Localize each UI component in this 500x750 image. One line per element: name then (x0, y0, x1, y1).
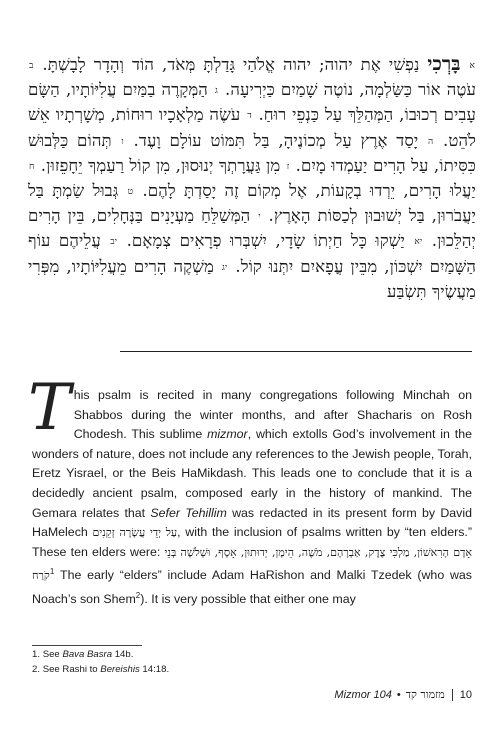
footnote-item (32, 663, 472, 678)
verse-text: עֹטֶה אוֹר כַּשַּׂלְמָה, נוֹטֶה שָׁמַיִם כַּיְרִיעָה. (225, 80, 477, 100)
footnote-source: Bereishis (100, 663, 140, 675)
commentary-part: , which extolls God’s involvement in the wonders of nature, does not include any references to the Jewish people, Torah, Eretz Yisrael, or the Beis HaMikdash. This leads one to conclude that it is a decidedly ancient psalm, composed early in the history of mankind. The Gemara relates that (32, 427, 472, 520)
verse-text: הַמְּקָרֶה בַמַּיִם עֲלִיּוֹתָיו, הַשָּׂם עָבִים רְכוּבוֹ, הַמְּהַלֵּךְ עַל כַּנְפֵי רוּחַ. (28, 80, 477, 125)
bullet-separator: • (396, 688, 401, 701)
verse-number: י (258, 212, 261, 223)
verse-text: עֹשֶׂה מַלְאָכָיו רוּחוֹת, מְשָׁרְתָיו אֵשׁ לֹהֵט. (28, 105, 477, 150)
section-divider (120, 351, 472, 352)
running-title-hebrew: מזמור קד (405, 688, 445, 701)
commentary-part: ). It is very possible that either one may (140, 591, 356, 606)
page-footer (334, 688, 472, 701)
commentary-part: , with the inclusion of psalms written by “ten elders.” These ten elders were: (32, 525, 472, 559)
verse-text: יַשְׁקוּ כָּל חַיְתוֹ שָׂדָי, יִשְׁבְּרוּ פְרָאִים צְמָאָם. (126, 231, 414, 251)
term-sefer-tehillim: Sefer Tehillim (150, 505, 227, 520)
verse-text: גְּבוּל שַׂמְתָּ בַּל יַעֲבֹרוּן, בַּל יְשׁוּבוּן לְכַסּוֹת הָאָרֶץ. (28, 181, 477, 226)
psalm-verses (28, 55, 476, 301)
verse-text: יַעֲלוּ הָרִים, יֵרְדוּ בְקָעוֹת, אֶל מְקוֹם זֶה יָסַדְתָּ לָהֶם. (142, 181, 476, 201)
verse-number: ד (247, 111, 252, 122)
verse-number: ב (29, 61, 34, 71)
footnote-source: Bava Basra (62, 649, 113, 660)
footnote-ref[interactable]: 1 (49, 567, 55, 577)
hebrew-inline-quote: אָדָם הָרִאשׁוֹן, מַלְכִּי צֶדֶק, אַבְרָהָם, מֹשֶׁה, הֵימָן, יְדוּתוּן, אָסָף, וּשְׁלֹשָׁה בְּנֵי קֹרַח (32, 545, 472, 583)
footnote-ref[interactable]: 2 (135, 590, 141, 600)
commentary-part: The early “elders” include Adam HaRishon and Malki Tzedek (who was Noach’s son Shem (32, 568, 472, 606)
verse-number: א (469, 61, 476, 71)
verse-text: יָסַד אֶרֶץ עַל מְכוֹנֶיהָ, בַּל תִּמּוֹט עוֹלָם וָעֶד. (133, 130, 428, 150)
verse-number: ח (28, 161, 35, 172)
verse-number: יא (414, 237, 423, 248)
commentary-part: his psalm is recited in many congregations following Minchah on Shabbos during the winter months, and after Shacharis on Rosh Chodesh. This sublime (73, 388, 472, 442)
verse-text: מַשְׁקֶה הָרִים מֵעֲלִיּוֹתָיו, מִפְּרִי מַעֲשֶׂיךָ תִּשְׂבַּע (28, 256, 476, 301)
psalm-hebrew-text (28, 52, 476, 304)
hebrew-inline-quote: עַל יְדֵי עֲשָׂרָה זְקֵנִים (92, 526, 178, 540)
verse-text: עֲלֵיהֶם עוֹף הַשָּׁמַיִם יִשְׁכּוֹן, מִבֵּין עֳפָאיִם יִתְּנוּ קוֹל. (28, 231, 477, 276)
term-mizmor: mizmor (207, 427, 248, 442)
footnote-number: 1. (32, 649, 41, 660)
verse-text: תְּהוֹם כַּלְּבוּשׁ כִּסִּיתוֹ, עַל הָרִים יַעַמְדוּ מָיִם. (28, 130, 476, 175)
verse-number: ט (127, 187, 134, 198)
footnote-divider (32, 645, 142, 646)
footnote-text: 14:18. (139, 663, 170, 675)
commentary-text (28, 371, 473, 610)
footnote-item (32, 648, 472, 663)
footer-divider (452, 689, 453, 701)
running-title: Mizmor 104 (334, 688, 392, 701)
page-number: 10 (459, 688, 472, 701)
commentary-part: was redacted in its present form by David HaMelech (32, 505, 473, 540)
verse-number: יג (221, 262, 228, 273)
footnote-text: See (42, 649, 63, 660)
verse-number: ג (214, 86, 218, 97)
verse-number: ו (121, 136, 124, 147)
footnote-text: See Rashi to (42, 663, 101, 675)
verse-number: ה (428, 136, 434, 147)
footnotes (32, 648, 472, 677)
verse-number: ז (286, 161, 290, 172)
footnote-text: 14b. (112, 649, 134, 660)
verse-text: נַפְשִׁי אֶת יהוה; יהוה אֱלֹהַי גָּדַלְתָּ מְּאֹד, הוֹד וְהָדָר לָבָשְׁתָּ. (42, 55, 420, 74)
verse-text: מִן גַּעֲרָתְךָ יְנוּסוּן, מִן קוֹל רַעַמְךָ יֵחָפֵזוּן. (40, 155, 286, 175)
verse-number: יב (110, 237, 118, 248)
footnote-number: 2. (32, 663, 41, 675)
verse-text: הַמְּשַׁלֵּחַ מַעְיָנִים בַּנְּחָלִים, בֵּין הָרִים יְהַלֵּכוּן. (28, 206, 476, 251)
drop-cap: T (28, 371, 71, 445)
psalm-opening-word: בָּרְכִי (427, 53, 461, 75)
